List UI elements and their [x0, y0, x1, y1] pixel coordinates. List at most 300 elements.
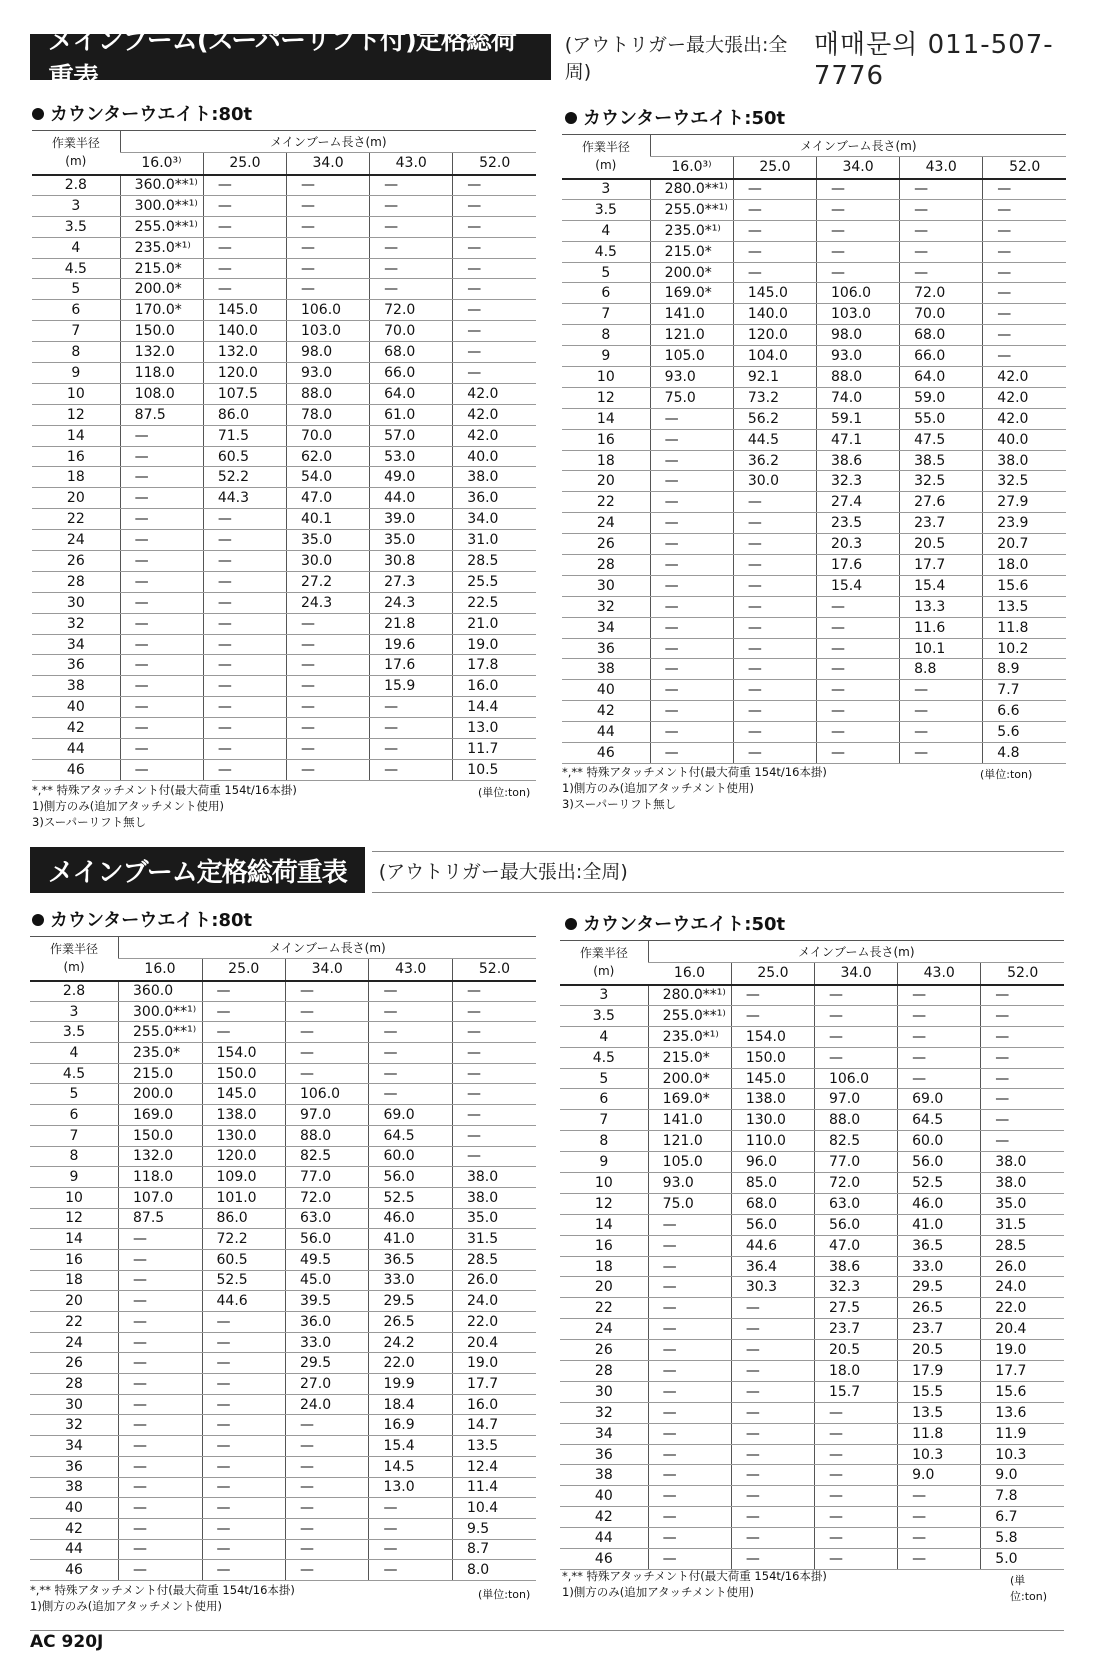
load-cell: 11.8 [983, 617, 1066, 638]
radius-cell: 18 [562, 450, 650, 471]
boom-length-column: 52.0 [453, 153, 536, 175]
load-cell: — [814, 1465, 897, 1486]
load-cell: 5.6 [983, 722, 1066, 743]
radius-cell: 5 [560, 1068, 648, 1089]
load-cell: — [733, 743, 816, 764]
load-cell: — [369, 1498, 452, 1519]
table-row [562, 743, 1066, 764]
load-cell: 54.0 [286, 467, 369, 488]
load-cell: 130.0 [202, 1125, 285, 1146]
load-cell: — [898, 1005, 981, 1026]
bullet-icon [565, 112, 577, 124]
load-cell: — [733, 680, 816, 701]
table-row [560, 1507, 1064, 1528]
load-cell: 154.0 [731, 1026, 814, 1047]
load-cell: — [816, 722, 899, 743]
load-cell: 36.4 [731, 1256, 814, 1277]
load-cell: 35.0 [286, 530, 369, 551]
load-cell: 16.0 [452, 1394, 536, 1415]
load-cell: — [119, 1312, 202, 1333]
section-title: メインブーム(スーパーリフト付)定格総荷重表 [30, 34, 551, 80]
load-cell: 56.0 [731, 1214, 814, 1235]
load-cell: — [203, 592, 286, 613]
load-cell: — [370, 759, 453, 780]
load-cell: — [285, 1539, 368, 1560]
load-cell: — [286, 237, 369, 258]
radius-cell: 3 [560, 985, 648, 1006]
table-row [560, 1381, 1064, 1402]
load-cell: 60.5 [202, 1249, 285, 1270]
table-row [562, 596, 1066, 617]
load-cell: 40.0 [983, 429, 1066, 450]
unit-label: (単位:ton) [1010, 1574, 1048, 1603]
load-cell: — [816, 638, 899, 659]
load-cell: 15.6 [983, 575, 1066, 596]
load-cell: 20.3 [816, 534, 899, 555]
load-cell: 56.0 [814, 1214, 897, 1235]
table-row [32, 321, 536, 342]
load-cell: — [650, 596, 733, 617]
footnote: 1)側方のみ(追加アタッチメント使用) [562, 1585, 755, 1599]
section-subtitle: (アウトリガー最大張出:全周) [378, 860, 628, 883]
load-cell: 118.0 [120, 363, 203, 384]
load-cell: — [203, 718, 286, 739]
load-cell: 235.0*¹⁾ [120, 237, 203, 258]
radius-cell: 9 [562, 346, 650, 367]
load-cell: — [983, 304, 1066, 325]
load-cell: 78.0 [286, 404, 369, 425]
radius-cell: 8 [560, 1131, 648, 1152]
table-row [32, 300, 536, 321]
load-cell: — [369, 1539, 452, 1560]
load-cell: — [370, 279, 453, 300]
load-cell: 88.0 [285, 1125, 368, 1146]
load-cell: 71.5 [203, 425, 286, 446]
boom-length-column: 43.0 [370, 153, 453, 175]
radius-cell: 4.5 [562, 241, 650, 262]
load-cell: — [370, 237, 453, 258]
table-row [30, 1022, 536, 1043]
radius-cell: 40 [30, 1498, 119, 1519]
load-cell: 138.0 [202, 1105, 285, 1126]
load-cell: — [981, 1110, 1064, 1131]
load-cell: 17.7 [452, 1374, 536, 1395]
radius-cell: 2.8 [32, 175, 120, 196]
load-cell: — [202, 1518, 285, 1539]
load-cell: 132.0 [120, 342, 203, 363]
radius-cell: 3 [32, 195, 120, 216]
load-cell: 120.0 [202, 1146, 285, 1167]
radius-cell: 4 [562, 220, 650, 241]
load-cell: 93.0 [816, 346, 899, 367]
radius-cell: 42 [30, 1518, 119, 1539]
table-row [32, 363, 536, 384]
bullet-icon [565, 918, 577, 930]
table-row [30, 1498, 536, 1519]
load-cell: 121.0 [648, 1131, 731, 1152]
table-row [562, 513, 1066, 534]
load-cell: — [453, 258, 536, 279]
footnote: 1)側方のみ(追加アタッチメント使用) [562, 781, 755, 795]
load-cell: — [733, 638, 816, 659]
load-cell: — [120, 759, 203, 780]
load-cell: — [733, 701, 816, 722]
load-cell: 9.0 [898, 1465, 981, 1486]
load-cell: — [648, 1465, 731, 1486]
table-row [562, 387, 1066, 408]
load-cell: 145.0 [203, 300, 286, 321]
load-cell: 23.7 [900, 513, 983, 534]
radius-cell: 7 [562, 304, 650, 325]
table-row [560, 1402, 1064, 1423]
load-cell: — [202, 1353, 285, 1374]
load-cell: 32.5 [900, 471, 983, 492]
load-cell: — [203, 655, 286, 676]
load-cell: — [983, 262, 1066, 283]
load-cell: — [203, 759, 286, 780]
load-cell: 154.0 [202, 1043, 285, 1064]
load-cell: 150.0 [119, 1125, 202, 1146]
radius-cell: 32 [562, 596, 650, 617]
load-cell: — [203, 258, 286, 279]
load-cell: 23.7 [898, 1319, 981, 1340]
table-row [30, 1539, 536, 1560]
load-cell: — [898, 985, 981, 1006]
load-cell: — [202, 1456, 285, 1477]
table-row [560, 985, 1064, 1006]
load-cell: 27.0 [285, 1374, 368, 1395]
load-cell: — [285, 981, 368, 1002]
table-row [562, 429, 1066, 450]
load-cell: — [816, 596, 899, 617]
load-cell: — [453, 216, 536, 237]
load-cell: 36.5 [369, 1249, 452, 1270]
load-cell: 22.0 [981, 1298, 1064, 1319]
load-cell: — [202, 1436, 285, 1457]
table-row [560, 1256, 1064, 1277]
load-cell: 103.0 [816, 304, 899, 325]
load-cell: 33.0 [369, 1270, 452, 1291]
load-cell: — [816, 262, 899, 283]
load-cell: — [370, 195, 453, 216]
radius-cell: 32 [560, 1402, 648, 1423]
load-cell: — [650, 722, 733, 743]
load-cell: 150.0 [202, 1063, 285, 1084]
load-cell: 13.5 [898, 1402, 981, 1423]
radius-cell: 34 [562, 617, 650, 638]
table-row [560, 1528, 1064, 1549]
table-row [32, 446, 536, 467]
load-cell: 42.0 [453, 425, 536, 446]
load-cell: 42.0 [983, 367, 1066, 388]
footnote: 3)スーパーリフト無し [562, 797, 677, 811]
load-cell: — [816, 241, 899, 262]
load-cell: — [731, 1381, 814, 1402]
load-cell: 235.0*¹⁾ [648, 1026, 731, 1047]
load-cell: — [453, 175, 536, 196]
boom-length-column: 25.0 [733, 157, 816, 179]
table-row [30, 1518, 536, 1539]
load-cell: — [453, 342, 536, 363]
table-row [562, 680, 1066, 701]
load-cell: — [733, 534, 816, 555]
load-cell: — [650, 617, 733, 638]
load-cell: 97.0 [285, 1105, 368, 1126]
table-row [32, 467, 536, 488]
radius-cell: 8 [30, 1146, 119, 1167]
load-cell: — [202, 1022, 285, 1043]
load-cell: — [731, 1361, 814, 1382]
load-cell: 24.2 [369, 1332, 452, 1353]
load-cell: 20.4 [981, 1319, 1064, 1340]
load-cell: — [981, 1089, 1064, 1110]
load-cell: 106.0 [285, 1084, 368, 1105]
load-cell: 47.0 [814, 1235, 897, 1256]
table-row [562, 283, 1066, 304]
load-cell: — [733, 513, 816, 534]
load-cell: 255.0**¹⁾ [648, 1005, 731, 1026]
load-cell: 46.0 [369, 1208, 452, 1229]
radius-cell: 6 [562, 283, 650, 304]
load-cell: — [370, 739, 453, 760]
load-cell: — [900, 743, 983, 764]
load-cell: 66.0 [370, 363, 453, 384]
load-cell: 17.9 [898, 1361, 981, 1382]
radius-cell: 46 [30, 1560, 119, 1581]
radius-cell: 30 [560, 1381, 648, 1402]
radius-cell: 16 [560, 1235, 648, 1256]
table-row [30, 1560, 536, 1581]
load-cell: 13.0 [369, 1477, 452, 1498]
load-cell: 21.0 [453, 613, 536, 634]
load-cell: 8.9 [983, 659, 1066, 680]
load-cell: 18.4 [369, 1394, 452, 1415]
load-cell: 255.0**¹⁾ [119, 1022, 202, 1043]
radius-cell: 28 [32, 571, 120, 592]
load-cell: — [733, 659, 816, 680]
load-cell: — [120, 467, 203, 488]
load-cell: — [119, 1539, 202, 1560]
load-cell: — [119, 1291, 202, 1312]
load-cell: — [648, 1402, 731, 1423]
load-cell: — [983, 346, 1066, 367]
load-cell: 106.0 [814, 1068, 897, 1089]
load-cell: — [120, 509, 203, 530]
load-cell: — [900, 722, 983, 743]
load-cell: — [119, 1415, 202, 1436]
boom-length-column: 16.0 [648, 963, 731, 985]
load-cell: 64.0 [900, 367, 983, 388]
load-cell: 107.5 [203, 383, 286, 404]
radius-cell: 6 [32, 300, 120, 321]
boom-length-column: 25.0 [202, 959, 285, 981]
load-cell: — [202, 1539, 285, 1560]
load-cell: 103.0 [286, 321, 369, 342]
load-cell: — [202, 1415, 285, 1436]
load-cell: 9.0 [981, 1465, 1064, 1486]
table-row [560, 1423, 1064, 1444]
load-cell: 360.0**¹⁾ [120, 175, 203, 196]
load-cell: 41.0 [898, 1214, 981, 1235]
load-cell: 28.5 [452, 1249, 536, 1270]
load-cell: 18.0 [983, 555, 1066, 576]
table-row [30, 1125, 536, 1146]
radius-cell: 14 [560, 1214, 648, 1235]
load-cell: — [119, 1374, 202, 1395]
radius-cell: 42 [562, 701, 650, 722]
load-cell: — [650, 450, 733, 471]
load-cell: 10.3 [898, 1444, 981, 1465]
load-chart-table [562, 134, 1066, 764]
table-row [562, 241, 1066, 262]
load-cell: 82.5 [285, 1146, 368, 1167]
load-cell: — [202, 1332, 285, 1353]
load-cell: 86.0 [202, 1208, 285, 1229]
load-cell: — [650, 429, 733, 450]
radius-cell: 5 [32, 279, 120, 300]
load-cell: — [981, 1005, 1064, 1026]
load-cell: — [648, 1277, 731, 1298]
load-cell: — [453, 321, 536, 342]
load-cell: — [203, 551, 286, 572]
table-row [560, 1486, 1064, 1507]
table-row [560, 1298, 1064, 1319]
load-cell: — [648, 1319, 731, 1340]
load-cell: 47.0 [286, 488, 369, 509]
load-cell: — [650, 575, 733, 596]
load-cell: — [650, 471, 733, 492]
load-cell: 85.0 [731, 1173, 814, 1194]
table-row [30, 1436, 536, 1457]
load-cell: 38.0 [981, 1152, 1064, 1173]
table-row [30, 1001, 536, 1022]
load-cell: 27.6 [900, 492, 983, 513]
divider [30, 1630, 1064, 1631]
radius-cell: 20 [560, 1277, 648, 1298]
table-row [560, 1214, 1064, 1235]
load-cell: 75.0 [650, 387, 733, 408]
load-cell: 72.0 [900, 283, 983, 304]
table-row [30, 1084, 536, 1105]
table-row [562, 179, 1066, 200]
load-cell: — [286, 175, 369, 196]
load-cell: 44.5 [733, 429, 816, 450]
radius-cell: 28 [30, 1374, 119, 1395]
table-row [560, 1131, 1064, 1152]
load-cell: 74.0 [816, 387, 899, 408]
footnote: 3)スーパーリフト無し [32, 815, 147, 829]
table-row [32, 383, 536, 404]
radius-cell: 4.5 [560, 1047, 648, 1068]
footnote: *,** 特殊アタッチメント付(最大荷重 154t/16本掛) [32, 783, 297, 797]
load-cell: 64.5 [898, 1110, 981, 1131]
table-row [560, 1089, 1064, 1110]
table-row [562, 555, 1066, 576]
load-cell: — [285, 1043, 368, 1064]
load-cell: 93.0 [650, 367, 733, 388]
load-cell: 300.0**¹⁾ [120, 195, 203, 216]
load-cell: 19.6 [370, 634, 453, 655]
load-cell: 98.0 [816, 325, 899, 346]
load-cell: 56.0 [285, 1229, 368, 1250]
table-row [562, 722, 1066, 743]
load-cell: — [731, 1402, 814, 1423]
load-cell: 19.0 [981, 1340, 1064, 1361]
radius-cell: 36 [32, 655, 120, 676]
radius-cell: 12 [562, 387, 650, 408]
load-cell: 11.4 [452, 1477, 536, 1498]
load-cell: 63.0 [285, 1208, 368, 1229]
load-cell: — [733, 179, 816, 200]
load-chart-table [30, 936, 536, 1581]
load-cell: — [119, 1270, 202, 1291]
load-cell: — [120, 718, 203, 739]
radius-cell: 3.5 [32, 216, 120, 237]
section-title: メインブーム定格総荷重表 [30, 847, 365, 893]
load-cell: — [648, 1256, 731, 1277]
table-row [32, 739, 536, 760]
radius-cell: 18 [560, 1256, 648, 1277]
radius-cell: 44 [560, 1528, 648, 1549]
load-cell: 13.5 [452, 1436, 536, 1457]
load-cell: — [286, 634, 369, 655]
load-cell: 24.3 [370, 592, 453, 613]
load-cell: 169.0* [650, 283, 733, 304]
load-cell: — [369, 1084, 452, 1105]
load-cell: 105.0 [648, 1152, 731, 1173]
table-row [32, 216, 536, 237]
radius-cell: 24 [32, 530, 120, 551]
load-cell: — [202, 1312, 285, 1333]
boom-length-column: 52.0 [452, 959, 536, 981]
load-cell: 66.0 [900, 346, 983, 367]
radius-cell: 22 [30, 1312, 119, 1333]
radius-cell: 44 [32, 739, 120, 760]
table-row [562, 638, 1066, 659]
load-cell: — [203, 237, 286, 258]
table-row [562, 262, 1066, 283]
load-cell: — [814, 1423, 897, 1444]
table-row [562, 471, 1066, 492]
load-cell: — [814, 1444, 897, 1465]
load-cell: — [733, 575, 816, 596]
boom-length-column: 43.0 [900, 157, 983, 179]
load-cell: 130.0 [731, 1110, 814, 1131]
radius-cell: 30 [562, 575, 650, 596]
table-row [30, 1477, 536, 1498]
footnote: *,** 特殊アタッチメント付(最大荷重 154t/16本掛) [562, 765, 827, 779]
load-cell: — [120, 613, 203, 634]
load-cell: — [731, 1319, 814, 1340]
load-cell: — [650, 408, 733, 429]
load-cell: — [120, 592, 203, 613]
load-cell: 140.0 [733, 304, 816, 325]
table-row [560, 1110, 1064, 1131]
load-cell: — [452, 1084, 536, 1105]
table-row [30, 1270, 536, 1291]
radius-cell: 16 [32, 446, 120, 467]
radius-cell: 36 [30, 1456, 119, 1477]
load-cell: — [816, 199, 899, 220]
bullet-icon [32, 108, 44, 120]
load-cell: — [731, 985, 814, 1006]
table-row [32, 718, 536, 739]
boom-length-column: 52.0 [983, 157, 1066, 179]
load-cell: 20.5 [814, 1340, 897, 1361]
load-cell: 52.5 [202, 1270, 285, 1291]
table-row [560, 1068, 1064, 1089]
load-cell: 106.0 [816, 283, 899, 304]
